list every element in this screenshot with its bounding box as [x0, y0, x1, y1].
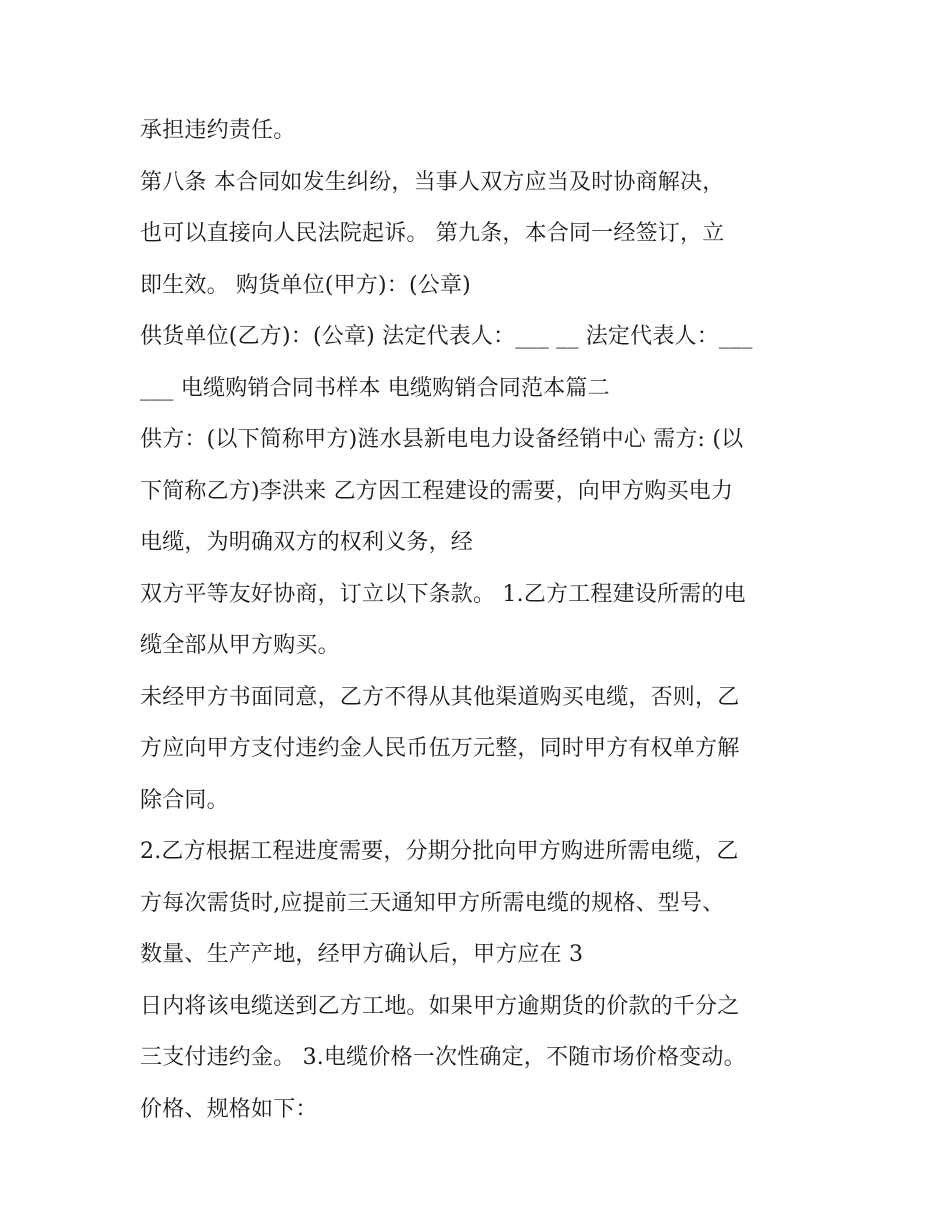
- text-line: 即生效。 购货单位(甲方)：(公章): [140, 272, 471, 298]
- text-line: 价格、规格如下：: [140, 1096, 318, 1122]
- text-line: 第八条 本合同如发生纠纷，当事人双方应当及时协商解决，: [140, 169, 725, 195]
- text-line: 未经甲方书面同意，乙方不得从其他渠道购买电缆，否则，乙: [140, 684, 740, 710]
- text-line: 供货单位(乙方)：(公章) 法定代表人：___ __ 法定代表人：___: [140, 324, 753, 349]
- text-line: 双方平等友好协商，订立以下条款。 1.乙方工程建设所需的电: [140, 581, 746, 607]
- text-line: 缆全部从甲方购买。: [140, 633, 340, 658]
- text-line: 也可以直接向人民法院起诉。 第九条，本合同一经签订，立: [140, 221, 725, 246]
- text-line: ___ 电缆购销合同书样本 电缆购销合同范本篇二: [140, 375, 610, 401]
- text-line: 方应向甲方支付违约金人民币伍万元整，同时甲方有权单方解: [140, 736, 740, 761]
- text-line: 方每次需货时,应提前三天通知甲方所需电缆的规格、型号、: [140, 890, 725, 916]
- text-line: 三支付违约金。 3.电缆价格一次性确定，不随市场价格变动。: [140, 1045, 746, 1070]
- text-line: 日内将该电缆送到乙方工地。如果甲方逾期货的价款的千分之: [140, 993, 740, 1019]
- contract-text: [140, 105, 820, 1135]
- text-line: 下简称乙方)李洪来 乙方因工程建设的需要，向甲方购买电力: [140, 478, 734, 504]
- text-line: 承担违约责任。: [140, 118, 296, 143]
- text-line: 电缆，为明确双方的权利义务，经: [140, 530, 474, 555]
- text-line: 供方：(以下简称甲方)涟水县新电电力设备经销中心 需方: (以: [140, 427, 744, 452]
- text-line: 2.乙方根据工程进度需要，分期分批向甲方购进所需电缆，乙: [140, 839, 739, 864]
- text-line: 除合同。: [140, 787, 229, 813]
- text-line: 数量、生产产地，经甲方确认后，甲方应在 3: [140, 942, 584, 967]
